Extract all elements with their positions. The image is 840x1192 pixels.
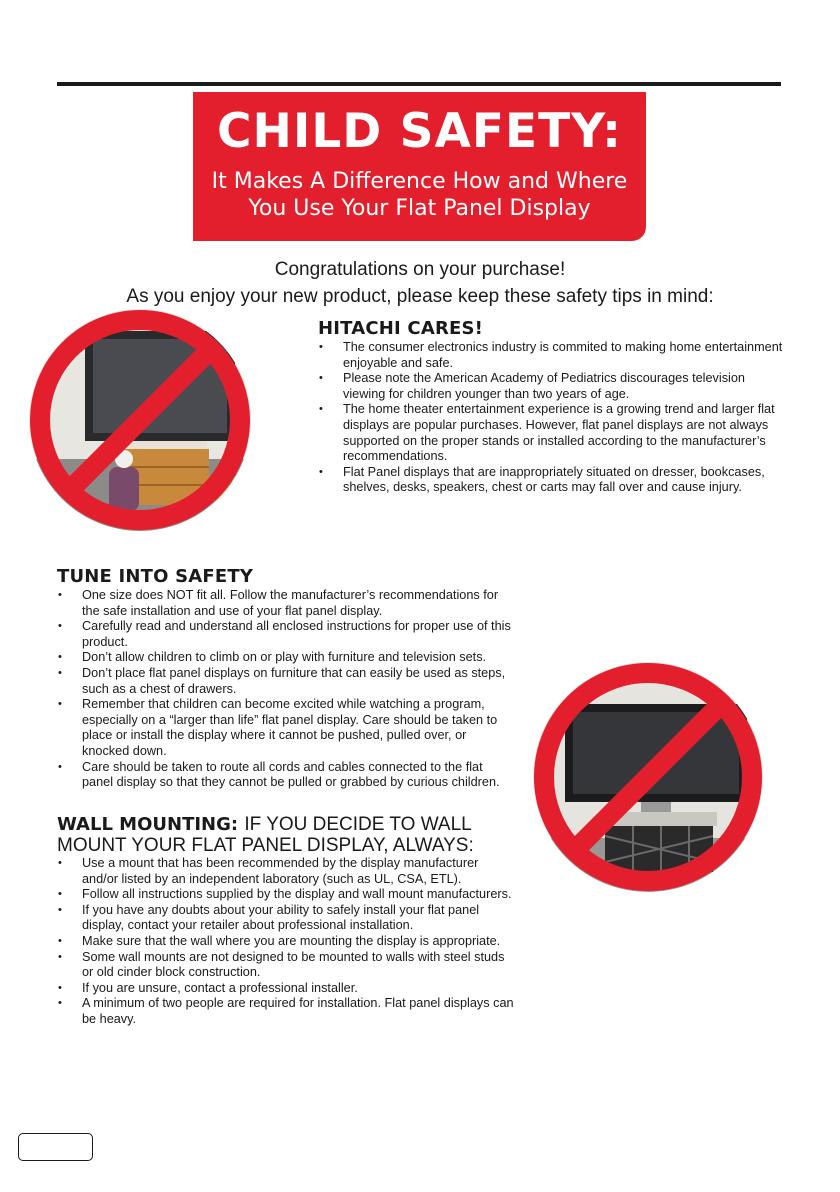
no-tv-on-dresser-icon xyxy=(29,309,251,531)
list-item: • Don’t place flat panel displays on furniture that can easily be used as steps, such as a chest of drawers. xyxy=(57,666,512,697)
banner-subtitle-line1: It Makes A Difference How and Where xyxy=(211,169,628,194)
no-tv-on-crate-icon xyxy=(533,662,763,892)
list-item: • If you are unsure, contact a professional installer. xyxy=(57,981,517,997)
list-item: • Remember that children can become excited while watching a program, especially on a “larger than life” flat panel display. Care should be taken to place or install the display where it cannot be pushed, pulled over, or knocked down. xyxy=(57,697,512,759)
hitachi-cares-heading: HITACHI CARES! xyxy=(318,318,484,339)
wall-mounting-heading-line2: MOUNT YOUR FLAT PANEL DISPLAY, ALWAYS: xyxy=(57,835,474,856)
banner-title: CHILD SAFETY: xyxy=(217,104,622,159)
list-item: • Flat Panel displays that are inappropriately situated on dresser, bookcases, shelves, desks, speakers, chest or carts may fall over and cause injury. xyxy=(318,465,788,496)
hitachi-cares-list xyxy=(318,340,788,496)
list-item: • Please note the American Academy of Pediatrics discourages television viewing for children younger than two years of age. xyxy=(318,371,788,402)
list-item: • Some wall mounts are not designed to be mounted to walls with steel studs or old cinder block construction. xyxy=(57,950,517,981)
tune-into-safety-heading: TUNE INTO SAFETY xyxy=(57,566,254,587)
list-item: • Use a mount that has been recommended by the display manufacturer and/or listed by an independent laboratory (such as UL, CSA, ETL). xyxy=(57,856,517,887)
list-item: • Carefully read and understand all enclosed instructions for proper use of this product. xyxy=(57,619,512,650)
list-item: • A minimum of two people are required for installation. Flat panel displays can be heavy. xyxy=(57,996,517,1027)
banner-subtitle xyxy=(193,168,646,222)
list-item: • The consumer electronics industry is commited to making home entertainment enjoyable and safe. xyxy=(318,340,788,371)
list-item: • Make sure that the wall where you are mounting the display is appropriate. xyxy=(57,934,517,950)
page-number-box xyxy=(18,1133,93,1161)
tune-into-safety-list xyxy=(57,588,512,791)
hitachi-cares-section xyxy=(318,318,788,496)
intro-line2: As you enjoy your new product, please keep these safety tips in mind: xyxy=(126,286,714,307)
wall-mounting-heading-line1: IF YOU DECIDE TO WALL xyxy=(244,814,472,835)
wall-mounting-heading xyxy=(57,814,517,856)
wall-mounting-heading-bold: WALL MOUNTING: xyxy=(57,814,239,835)
wall-mounting-list xyxy=(57,856,517,1028)
list-item: • Don’t allow children to climb on or play with furniture and television sets. xyxy=(57,650,512,666)
list-item: • Follow all instructions supplied by the display and wall mount manufacturers. xyxy=(57,887,517,903)
intro-text xyxy=(0,256,840,310)
top-rule xyxy=(57,82,781,86)
intro-line1: Congratulations on your purchase! xyxy=(274,259,566,280)
list-item: • Care should be taken to route all cords and cables connected to the flat panel display so that they cannot be pulled or grabbed by curious children. xyxy=(57,760,512,791)
list-item: • One size does NOT fit all. Follow the manufacturer’s recommendations for the safe installation and use of your flat panel display. xyxy=(57,588,512,619)
list-item: • If you have any doubts about your ability to safely install your flat panel display, contact your retailer about professional installation. xyxy=(57,903,517,934)
tune-into-safety-section xyxy=(57,566,512,791)
child-safety-banner xyxy=(193,92,646,241)
banner-subtitle-line2: You Use Your Flat Panel Display xyxy=(248,196,591,221)
wall-mounting-section xyxy=(57,814,517,1028)
list-item: • The home theater entertainment experience is a growing trend and larger flat displays are popular purchases. However, flat panel displays are not always supported on the proper stands or installed according to the manufacturer’s recommendations. xyxy=(318,402,788,464)
